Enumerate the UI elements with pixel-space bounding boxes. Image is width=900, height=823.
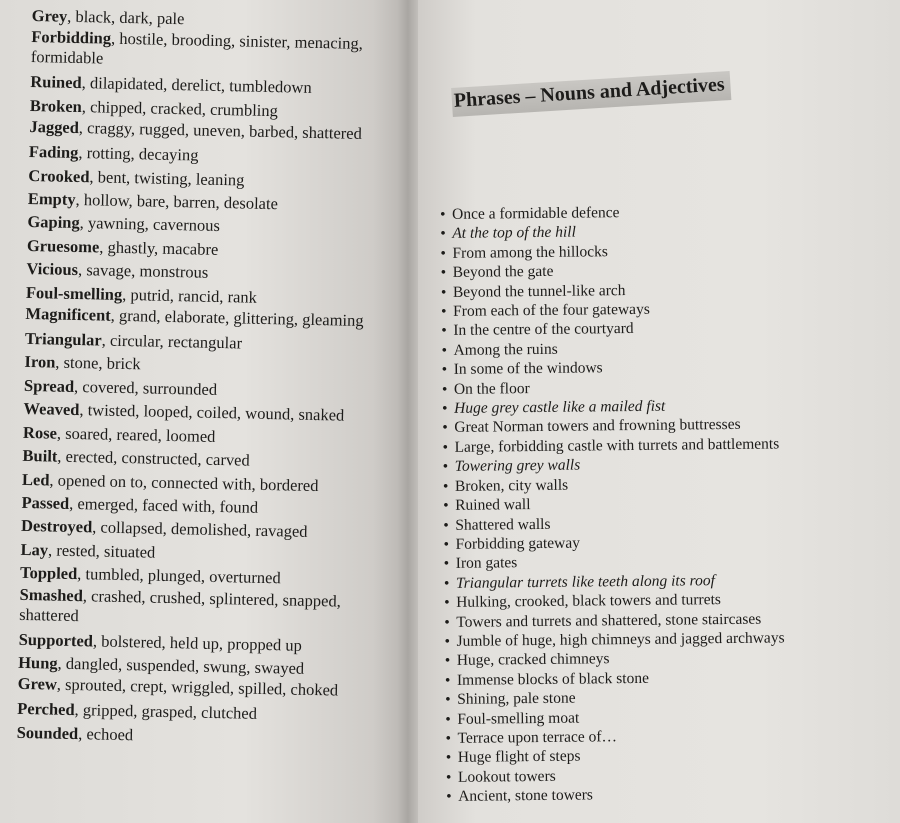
synonym-alternatives: , putrid, rancid, rank [122,284,258,307]
synonym-alternatives: , echoed [78,723,134,745]
synonym-keyword: Empty [27,188,76,209]
synonym-keyword: Passed [21,492,70,513]
phrase-list [440,201,826,807]
synonym-keyword: Triangular [24,328,102,350]
synonym-keyword: Broken [29,95,83,116]
phrase-text: In the centre of the courtyard [453,320,634,340]
phrase-text: Hulking, crooked, black towers and turrets [456,591,721,611]
phrase-text: In some of the windows [453,359,603,379]
synonym-keyword: Smashed [19,584,84,605]
phrase-text: Forbidding gateway [455,534,581,553]
synonym-entry [31,27,392,78]
phrase-text: Iron gates [455,554,518,573]
synonym-alternatives: , grand, elaborate, glittering, gleaming [110,305,364,331]
synonym-keyword: Jagged [29,117,80,138]
synonym-keyword: Built [22,445,58,466]
synonym-alternatives: , bent, twisting, leaning [89,166,245,190]
synonym-keyword: Spread [23,375,75,396]
synonym-keyword: Lay [20,539,49,560]
synonym-keyword: Ruined [30,72,82,93]
phrase-text: At the top of the hill [452,223,576,243]
synonym-alternatives: , collapsed, demolished, ravaged [92,517,308,542]
synonym-keyword: Toppled [19,563,78,584]
phrase-text: From among the hillocks [452,243,609,262]
phrase-text: Huge grey castle like a mailed fist [454,397,666,417]
synonym-entry [19,584,380,635]
synonym-alternatives: , hollow, bare, barren, desolate [75,189,279,214]
synonym-alternatives: , opened on to, connected with, bordered [49,469,319,495]
synonym-keyword: Supported [18,629,94,650]
synonym-keyword: Fading [28,142,79,163]
synonym-keyword: Grew [17,674,58,695]
phrase-text: Beyond the tunnel-like arch [452,281,626,301]
phrase-text: Great Norman towers and frowning buttresses [454,416,741,437]
synonym-alternatives: , rested, situated [47,540,156,562]
synonym-alternatives: , bolstered, held up, propped up [92,630,303,655]
synonym-keyword: Weaved [23,399,80,420]
synonym-alternatives: , hostile, brooding, sinister, menacing, formidable [30,29,364,68]
phrase-text: Once a formidable defence [452,204,620,223]
synonym-list [16,4,391,752]
synonym-keyword: Foul-smelling [25,282,123,304]
synonym-keyword: Forbidding [31,27,112,49]
synonym-alternatives: , circular, rectangular [101,330,243,353]
synonym-keyword: Led [21,469,50,489]
synonym-alternatives: , erected, constructed, carved [57,446,250,470]
synonym-alternatives: , sprouted, crept, wriggled, spilled, choked [56,675,339,700]
synonym-keyword: Destroyed [20,516,93,537]
synonym-keyword: Rose [22,422,58,443]
synonym-keyword: Vicious [26,259,79,280]
phrase-text: Immense blocks of black stone [456,669,650,689]
section-heading: Phrases – Nouns and Adjectives [451,71,731,117]
synonym-alternatives: , dilapidated, derelict, tumbledown [81,73,312,98]
phrase-text: Lookout towers [457,767,556,786]
phrase-text: On the floor [453,379,530,398]
phrase-item [446,783,826,806]
synonym-alternatives: , black, dark, pale [66,6,185,29]
phrase-text: From each of the four gateways [453,300,650,320]
synonym-alternatives: , tumbled, plunged, overturned [77,564,281,588]
phrase-text: Large, forbidding castle with turrets and battlements [454,435,780,456]
phrase-text: Shining, pale stone [457,689,576,709]
phrase-text: Terrace upon terrace of… [457,728,618,747]
synonym-keyword: Magnificent [25,303,111,325]
phrase-text: Beyond the gate [452,263,554,282]
phrase-text: Towering grey walls [454,456,581,476]
synonym-alternatives: , ghastly, macabre [99,237,219,259]
synonym-keyword: Iron [24,352,56,373]
synonym-keyword: Crooked [28,165,90,186]
phrase-text: Broken, city walls [454,476,569,495]
synonym-keyword: Gruesome [26,235,100,257]
phrase-text: Huge, cracked chimneys [456,650,610,670]
synonym-keyword: Hung [18,652,58,673]
synonym-alternatives: , crashed, crushed, splintered, snapped, shattered [19,585,342,625]
phrase-text: Among the ruins [453,340,558,359]
synonym-alternatives: , craggy, rugged, uneven, barbed, shattered [78,118,363,144]
phrase-text: Ruined wall [455,496,531,514]
synonym-alternatives: , chipped, cracked, crumbling [81,96,279,120]
synonym-alternatives: , gripped, grasped, clutched [74,700,258,724]
synonym-alternatives: , covered, surrounded [73,376,218,399]
synonym-keyword: Grey [31,5,68,26]
synonym-keyword: Gaping [27,212,80,233]
synonym-alternatives: , stone, brick [55,353,141,374]
synonym-keyword: Sounded [16,722,79,743]
synonym-alternatives: , soared, reared, loomed [56,423,216,446]
synonym-alternatives: , twisted, looped, coiled, wound, snaked [79,400,345,425]
book-gutter [398,0,420,823]
synonym-alternatives: , rotting, decaying [78,143,199,165]
phrase-text: Towers and turrets and shattered, stone staircases [456,610,762,631]
phrase-text: Foul-smelling moat [457,709,580,728]
synonym-alternatives: , savage, monstrous [77,260,209,282]
phrase-text: Jumble of huge, high chimneys and jagged archways [456,629,785,650]
phrase-text: Huge flight of steps [457,747,581,767]
phrase-text: Shattered walls [455,515,551,534]
synonym-alternatives: , emerged, faced with, found [69,493,259,517]
synonym-alternatives: , dangled, suspended, swung, swayed [57,653,305,678]
synonym-keyword: Perched [17,699,75,720]
phrase-text: Ancient, stone towers [458,786,594,806]
synonym-alternatives: , yawning, cavernous [79,213,221,236]
phrase-text: Triangular turrets like teeth along its roof [455,571,715,592]
